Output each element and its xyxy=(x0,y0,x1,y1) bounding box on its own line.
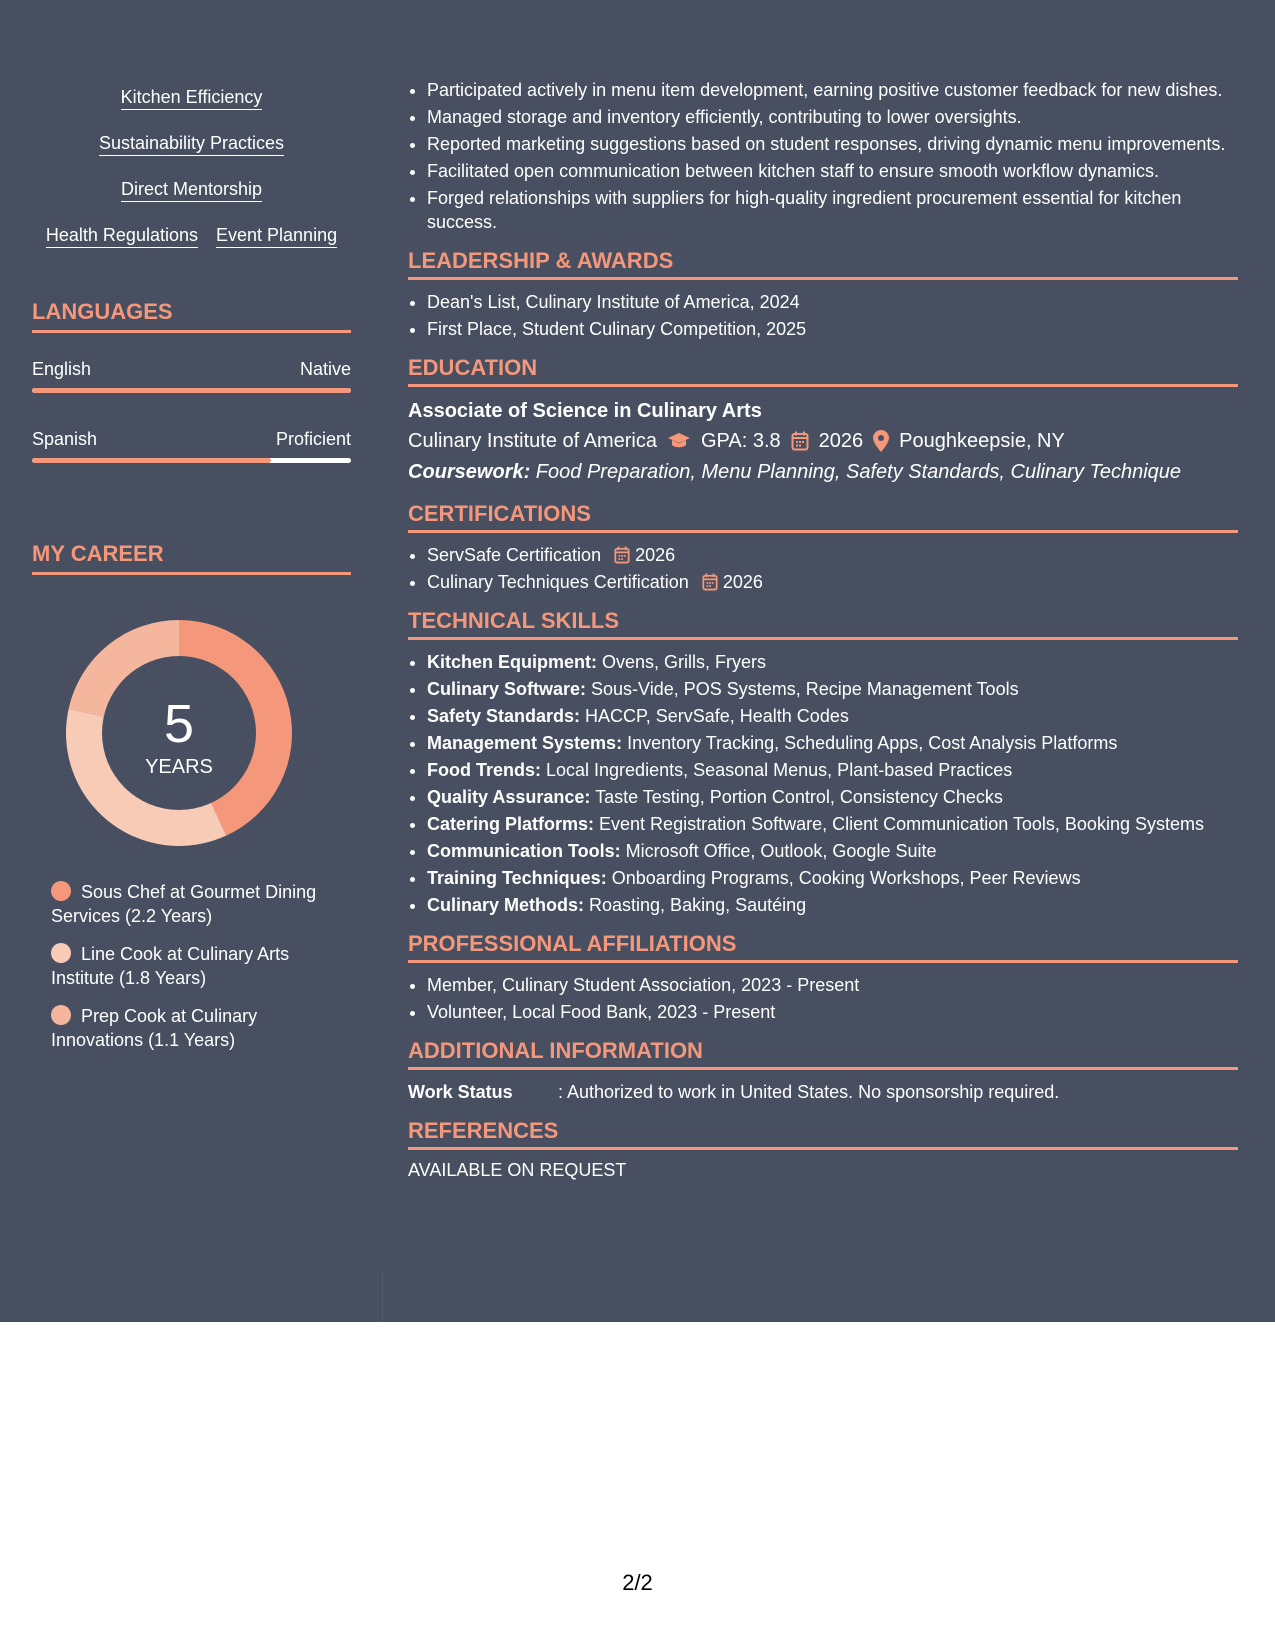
column-divider xyxy=(382,1272,383,1322)
list-item: • First Place, Student Culinary Competition, 2025 xyxy=(427,317,1238,341)
map-pin-icon xyxy=(873,430,889,452)
language-bar-fill xyxy=(32,388,351,393)
skill-value: Inventory Tracking, Scheduling Apps, Cost Analysis Platforms xyxy=(622,733,1118,753)
list-item xyxy=(427,758,1238,782)
references-heading: REFERENCES xyxy=(408,1117,1238,1150)
education-details xyxy=(408,425,1238,457)
skill-label: Culinary Methods: xyxy=(427,895,585,915)
graduation-cap-icon xyxy=(667,432,691,450)
career-legend-item xyxy=(51,1004,351,1052)
career-legend-item xyxy=(51,942,351,990)
skill-value: Taste Testing, Portion Control, Consistency Checks xyxy=(590,787,1003,807)
career-legend-item xyxy=(51,880,351,928)
skill-value: HACCP, ServSafe, Health Codes xyxy=(580,706,849,726)
list-item xyxy=(427,839,1238,863)
work-status-value: : Authorized to work in United States. No sponsorship required. xyxy=(558,1082,1060,1102)
skill-label: Quality Assurance: xyxy=(427,787,591,807)
coursework-label: Coursework: xyxy=(408,461,531,483)
leadership-heading: LEADERSHIP & AWARDS xyxy=(408,247,1238,280)
career-donut-chart xyxy=(66,620,292,846)
experience-bullets xyxy=(408,78,1238,234)
language-item xyxy=(32,358,351,393)
skill-tag: Health Regulations xyxy=(46,224,198,248)
language-bar xyxy=(32,458,351,463)
skill-value: Roasting, Baking, Sautéing xyxy=(584,895,807,915)
page-number: 2/2 xyxy=(622,1570,653,1595)
skill-value: Ovens, Grills, Fryers xyxy=(597,652,767,672)
skill-label: Food Trends: xyxy=(427,760,541,780)
language-name: Spanish xyxy=(32,429,98,449)
skill-label: Culinary Software: xyxy=(427,679,587,699)
education-location: Poughkeepsie, NY xyxy=(899,430,1065,452)
certification-year: 2026 xyxy=(635,545,676,565)
legend-dot xyxy=(51,1005,71,1025)
legend-label: Line Cook at Culinary Arts Institute (1.8 Years) xyxy=(51,944,290,988)
list-item: • Participated actively in menu item development, earning positive customer feedback for new dishes. xyxy=(427,78,1238,102)
skill-tag: Event Planning xyxy=(216,224,337,248)
education-coursework xyxy=(408,457,1238,487)
career-legend xyxy=(51,880,351,1066)
certifications-heading: CERTIFICATIONS xyxy=(408,500,1238,533)
technical-skills-list xyxy=(408,650,1238,917)
list-item xyxy=(427,785,1238,809)
list-item xyxy=(427,650,1238,674)
language-name: English xyxy=(32,359,92,379)
certification-year: 2026 xyxy=(722,572,763,592)
skill-label: Catering Platforms: xyxy=(427,814,595,834)
legend-label: Sous Chef at Gourmet Dining Services (2.2 Years) xyxy=(51,882,317,926)
languages-heading: LANGUAGES xyxy=(32,298,351,333)
list-item xyxy=(427,570,1238,594)
affiliations-list xyxy=(408,973,1238,1024)
skill-label: Training Techniques: xyxy=(427,868,607,888)
career-total: 5 xyxy=(163,694,195,754)
list-item: • Member, Culinary Student Association, 2023 - Present xyxy=(427,973,1238,997)
career-unit: YEARS xyxy=(145,756,213,778)
list-item: • Forged relationships with suppliers for high-quality ingredient procurement essential for kitchen success. xyxy=(427,186,1238,234)
legend-label: Prep Cook at Culinary Innovations (1.1 Years) xyxy=(51,1006,258,1050)
list-item xyxy=(427,704,1238,728)
language-level: Native xyxy=(299,359,351,379)
education-school: Culinary Institute of America xyxy=(408,430,657,452)
list-item: • Managed storage and inventory efficiently, contributing to lower oversights. xyxy=(427,105,1238,129)
skill-tag: Direct Mentorship xyxy=(121,178,262,202)
skill-value: Microsoft Office, Outlook, Google Suite xyxy=(620,841,937,861)
education-heading: EDUCATION xyxy=(408,354,1238,387)
certifications-list xyxy=(408,543,1238,594)
calendar-icon xyxy=(791,431,809,451)
skill-value: Local Ingredients, Seasonal Menus, Plant-based Practices xyxy=(541,760,1013,780)
list-item xyxy=(427,866,1238,890)
list-item: • Dean's List, Culinary Institute of America, 2024 xyxy=(427,290,1238,314)
legend-dot xyxy=(51,881,71,901)
additional-info-heading: ADDITIONAL INFORMATION xyxy=(408,1037,1238,1070)
work-status-label: Work Status xyxy=(408,1082,513,1102)
list-item: • Volunteer, Local Food Bank, 2023 - Present xyxy=(427,1000,1238,1024)
list-item xyxy=(427,812,1238,836)
right-column xyxy=(408,78,1238,1181)
education-year: 2026 xyxy=(818,430,864,452)
skill-label: Management Systems: xyxy=(427,733,623,753)
legend-dot xyxy=(51,943,71,963)
list-item: • Facilitated open communication between kitchen staff to ensure smooth workflow dynamics. xyxy=(427,159,1238,183)
work-status-row xyxy=(408,1080,1238,1104)
skill-label: Kitchen Equipment: xyxy=(427,652,597,672)
skills-list xyxy=(32,86,351,270)
calendar-icon xyxy=(614,546,630,564)
certification-name: Culinary Techniques Certification xyxy=(427,572,689,592)
skill-value: Onboarding Programs, Cooking Workshops, Peer Reviews xyxy=(606,868,1081,888)
language-bar-fill xyxy=(32,458,271,463)
affiliations-heading: PROFESSIONAL AFFILIATIONS xyxy=(408,930,1238,963)
list-item xyxy=(427,677,1238,701)
language-level: Proficient xyxy=(275,429,351,449)
skill-tag: Kitchen Efficiency xyxy=(121,86,263,110)
skill-label: Safety Standards: xyxy=(427,706,581,726)
education-degree: Associate of Science in Culinary Arts xyxy=(408,400,762,422)
list-item xyxy=(427,893,1238,917)
coursework-list: Food Preparation, Menu Planning, Safety Standards, Culinary Technique xyxy=(530,461,1182,483)
language-item xyxy=(32,428,351,463)
list-item xyxy=(427,543,1238,567)
certification-name: ServSafe Certification xyxy=(427,545,602,565)
education-gpa: GPA: 3.8 xyxy=(701,430,781,452)
skill-label: Communication Tools: xyxy=(427,841,621,861)
calendar-icon xyxy=(702,573,718,591)
skill-tag: Sustainability Practices xyxy=(99,132,284,156)
skill-value: Event Registration Software, Client Communication Tools, Booking Systems xyxy=(594,814,1204,834)
leadership-list xyxy=(408,290,1238,341)
career-heading: MY CAREER xyxy=(32,540,351,575)
language-bar xyxy=(32,388,351,393)
references-text: AVAILABLE ON REQUEST xyxy=(408,1160,627,1180)
technical-skills-heading: TECHNICAL SKILLS xyxy=(408,607,1238,640)
skill-value: Sous-Vide, POS Systems, Recipe Management Tools xyxy=(586,679,1019,699)
list-item xyxy=(427,731,1238,755)
list-item: • Reported marketing suggestions based on student responses, driving dynamic menu improvements. xyxy=(427,132,1238,156)
